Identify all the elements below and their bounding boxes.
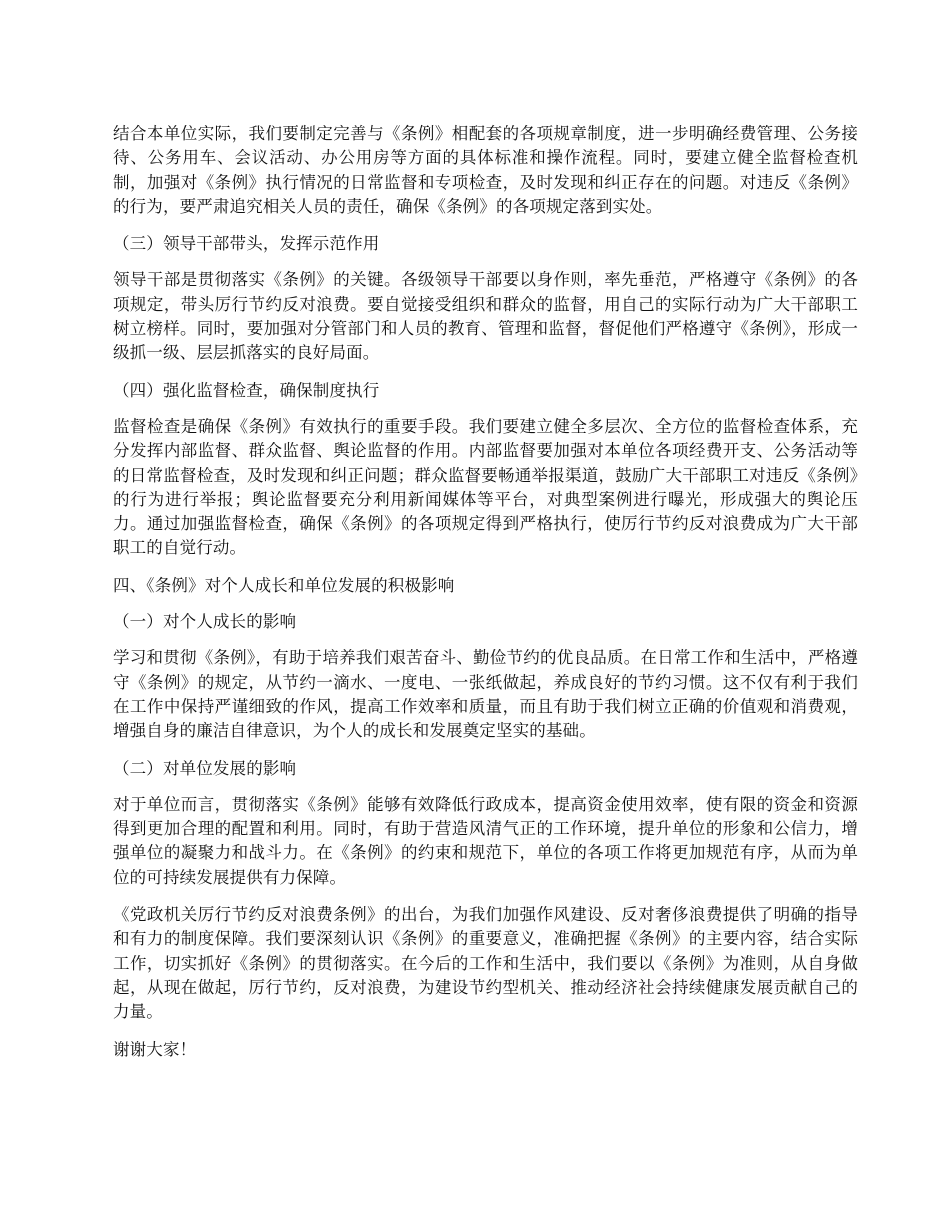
section-heading-positive-impact: 四、《条例》对个人成长和单位发展的积极影响 xyxy=(113,575,455,595)
section-heading-personal-growth: （一）对个人成长的影响 xyxy=(113,612,297,632)
section-heading-leaders-lead: （三）领导干部带头，发挥示范作用 xyxy=(113,234,380,254)
paragraph-supervision: 监督检查是确保《条例》有效执行的重要手段。我们要建立健全多层次、全方位的监督检查体系，充分发挥内部监督、群众监督、舆论监督的作用。内部监督要加强对本单位各项经费开支、公务活动等的日常监督检查，及时发现和纠正问题；群众监督要畅通举报渠道，鼓励广大干部职工对违反《条例》的行为进行举报；舆论监督要充分利用新闻媒体等平台，对典型案例进行曝光，形成强大的舆论压力。通过加强监督检查，确保《条例》的各项规定得到严格执行，使厉行节约反对浪费成为广大干部职工的自觉行动。 xyxy=(113,416,858,558)
paragraph-conclusion: 《党政机关厉行节约反对浪费条例》的出台，为我们加强作风建设、反对奢侈浪费提供了明确的指导和有力的制度保障。我们要深刻认识《条例》的重要意义，准确把握《条例》的主要内容，结合实际工作，切实抓好《条例》的贯彻落实。在今后的工作和生活中，我们要以《条例》为准则，从自身做起，从现在做起，厉行节约，反对浪费，为建设节约型机关、推动经济社会持续健康发展贡献自己的力量。 xyxy=(113,905,858,1022)
document-page xyxy=(113,122,858,1075)
paragraph-leaders-lead: 领导干部是贯彻落实《条例》的关键。各级领导干部要以身作则，率先垂范，严格遵守《条例》的各项规定，带头厉行节约反对浪费。要自觉接受组织和群众的监督，用自己的实际行动为广大干部职工树立榜样。同时，要加强对分管部门和人员的教育、管理和监督，督促他们严格遵守《条例》，形成一级抓一级、层层抓落实的良好局面。 xyxy=(113,270,858,363)
section-heading-supervision: （四）强化监督检查，确保制度执行 xyxy=(113,380,380,400)
closing-thanks: 谢谢大家！ xyxy=(113,1039,197,1059)
section-heading-unit-development: （二）对单位发展的影响 xyxy=(113,758,297,778)
paragraph-unit-development: 对于单位而言，贯彻落实《条例》能够有效降低行政成本，提高资金使用效率，使有限的资金和资源得到更加合理的配置和利用。同时，有助于营造风清气正的工作环境，提升单位的形象和公信力，增强单位的凝聚力和战斗力。在《条例》的约束和规范下，单位的各项工作将更加规范有序，从而为单位的可持续发展提供有力保障。 xyxy=(113,794,858,887)
paragraph-personal-growth: 学习和贯彻《条例》，有助于培养我们艰苦奋斗、勤俭节约的优良品质。在日常工作和生活中，严格遵守《条例》的规定，从节约一滴水、一度电、一张纸做起，养成良好的节约习惯。这不仅有利于我们在工作中保持严谨细致的作风，提高工作效率和质量，而且有助于我们树立正确的价值观和消费观，增强自身的廉洁自律意识，为个人的成长和发展奠定坚实的基础。 xyxy=(113,648,858,741)
paragraph-regulations-implementation: 结合本单位实际，我们要制定完善与《条例》相配套的各项规章制度，进一步明确经费管理、公务接待、公务用车、会议活动、办公用房等方面的具体标准和操作流程。同时，要建立健全监督检查机制，加强对《条例》执行情况的日常监督和专项检查，及时发现和纠正存在的问题。对违反《条例》的行为，要严肃追究相关人员的责任，确保《条例》的各项规定落到实处。 xyxy=(113,124,858,216)
